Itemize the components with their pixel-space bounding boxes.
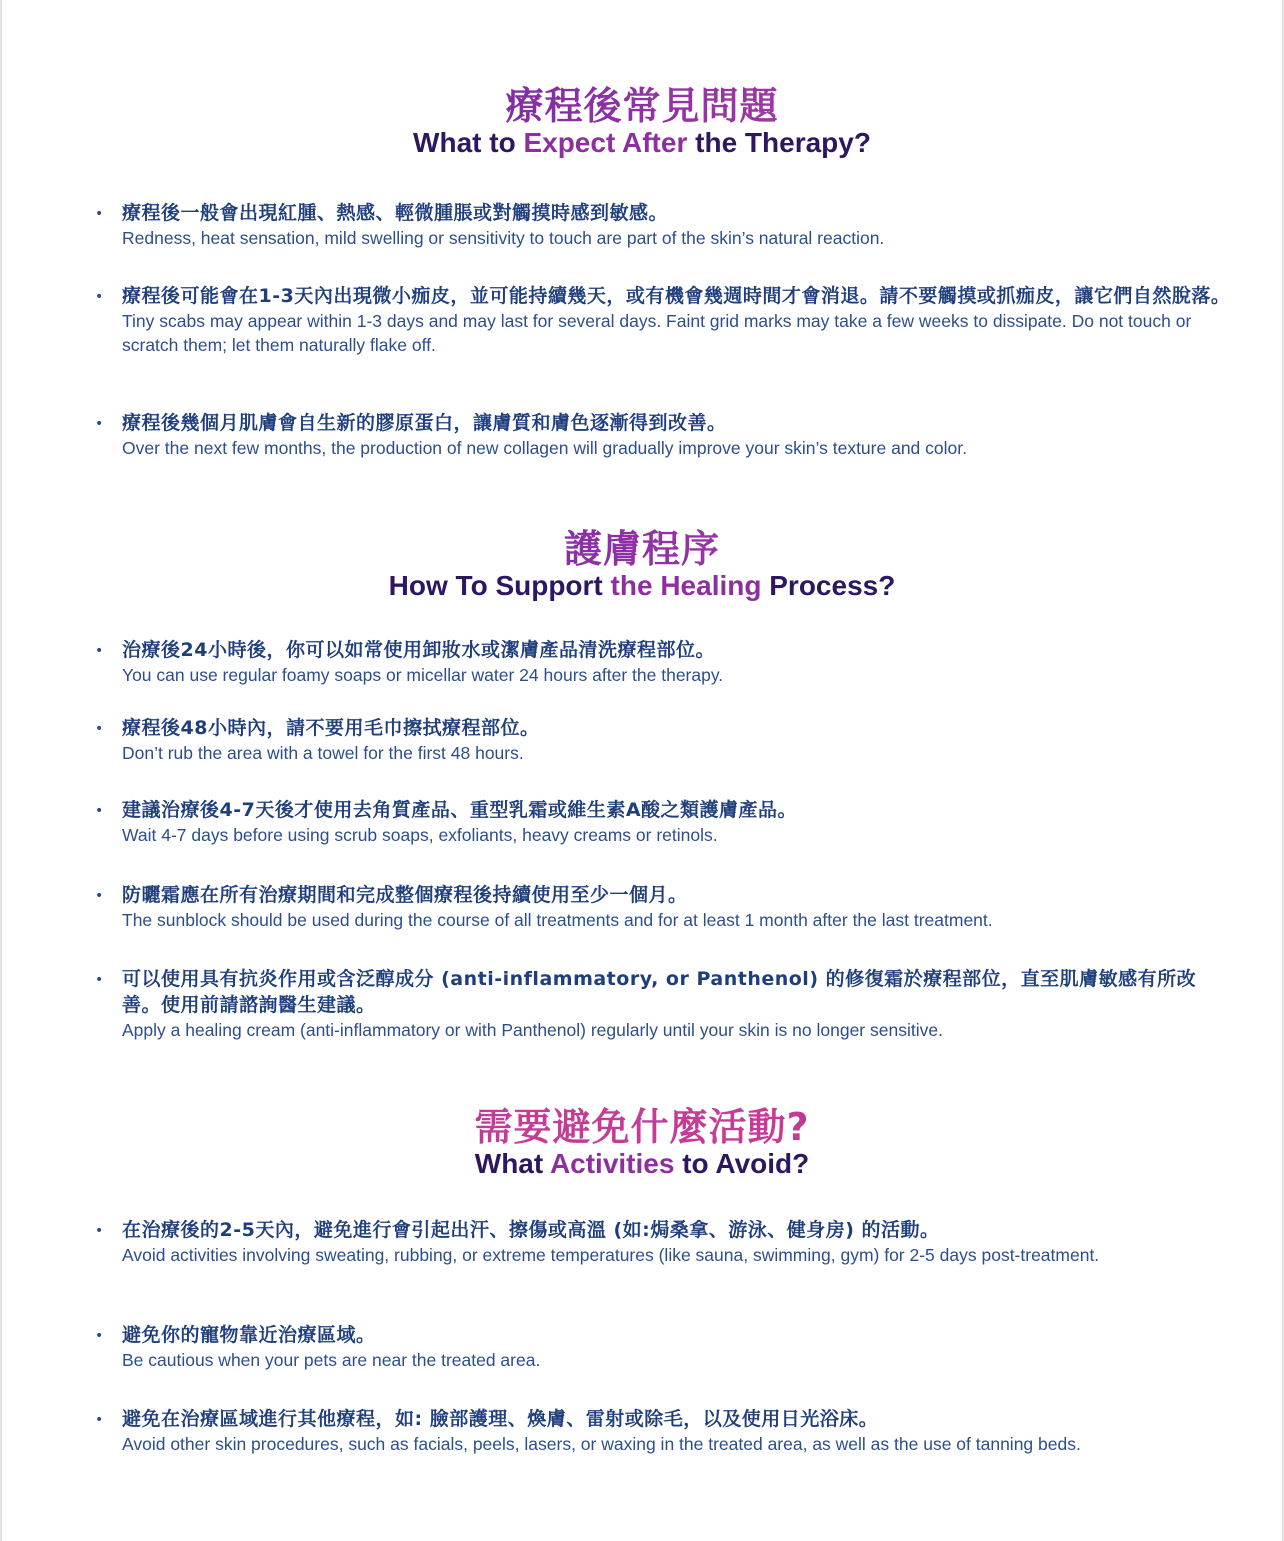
item-text-zh: 在治療後的2-5天內，避免進行會引起出汗、擦傷或高溫 (如:焗桑拿、游泳、健身房) 的活動。 [122, 1219, 940, 1241]
item-text-zh: 療程後48小時內，請不要用毛巾擦拭療程部位。 [122, 717, 540, 739]
bullet-icon: • [95, 1328, 104, 1344]
item-text-en: You can use regular foamy soaps or micellar water 24 hours after the therapy. [122, 665, 724, 685]
bullet-icon: • [95, 888, 104, 904]
section-title-zh: 需要避免什麼活動? [0, 1105, 1284, 1149]
item-text-zh: 建議治療後4-7天後才使用去角質產品、重型乳霜或維生素A酸之類護膚產品。 [122, 799, 798, 821]
bullet-icon: • [95, 972, 104, 988]
item-text-en: Don’t rub the area with a towel for the first 48 hours. [122, 743, 524, 763]
bullet-icon: • [95, 1223, 104, 1239]
bullet-icon: • [95, 289, 104, 305]
bullet-icon: • [95, 1412, 104, 1428]
item-text-en: Tiny scabs may appear within 1-3 days and may last for several days. Faint grid marks may take a few weeks to dissipate. Do not touch or scratch them; let them naturally flake off. [122, 311, 1192, 355]
item-text-zh: 治療後24小時後，你可以如常使用卸妝水或潔膚產品清洗療程部位。 [122, 639, 715, 661]
item-text-en: Apply a healing cream (anti-inflammatory or with Panthenol) regularly until your skin is no longer sensitive. [122, 1020, 943, 1040]
item-text-en: The sunblock should be used during the course of all treatments and for at least 1 month after the last treatment. [122, 910, 993, 930]
bullet-icon: • [95, 721, 104, 737]
item-text-zh: 療程後幾個月肌膚會自生新的膠原蛋白，讓膚質和膚色逐漸得到改善。 [122, 412, 727, 434]
section-title-zh: 護膚程序 [0, 527, 1284, 571]
section-title-en: What to Expect After the Therapy? [413, 127, 871, 158]
item-text-zh: 避免你的寵物靠近治療區域。 [122, 1324, 376, 1346]
item-text-zh: 防曬霜應在所有治療期間和完成整個療程後持續使用至少一個月。 [122, 884, 688, 906]
item-text-en: Avoid other skin procedures, such as facials, peels, lasers, or waxing in the treated area, as well as the use of tanning beds. [122, 1434, 1081, 1454]
bullet-icon: • [95, 643, 104, 659]
bullet-icon: • [95, 803, 104, 819]
section-title-zh: 療程後常見問題 [0, 84, 1284, 128]
page-edge-left [0, 0, 2, 1541]
item-text-en: Redness, heat sensation, mild swelling or sensitivity to touch are part of the skin’s natural reaction. [122, 228, 885, 248]
section-what-to-expect [0, 84, 1284, 160]
item-text-en: Be cautious when your pets are near the treated area. [122, 1350, 541, 1370]
item-text-zh: 可以使用具有抗炎作用或含泛醇成分 (anti-inflammatory, or Panthenol) 的修復霜於療程部位，直至肌膚敏感有所改善。使用前請諮詢醫生建議。 [122, 968, 1197, 1016]
section-title-en: How To Support the Healing Process? [388, 570, 896, 601]
bullet-icon: • [95, 206, 104, 222]
item-text-en: Over the next few months, the production of new collagen will gradually improve your skin’s texture and color. [122, 438, 967, 458]
item-text-zh: 療程後可能會在1-3天內出現微小痂皮，並可能持續幾天，或有機會幾週時間才會消退。請不要觸摸或抓痂皮，讓它們自然脫落。 [122, 285, 1231, 307]
item-text-zh: 療程後一般會出現紅腫、熱感、輕微腫脹或對觸摸時感到敏感。 [122, 202, 669, 224]
item-text-en: Avoid activities involving sweating, rubbing, or extreme temperatures (like sauna, swimming, gym) for 2-5 days post-treatment. [122, 1245, 1100, 1265]
section-activities-to-avoid [0, 1105, 1284, 1181]
section-title-en: What Activities to Avoid? [474, 1148, 810, 1179]
section-healing-process [0, 527, 1284, 603]
bullet-icon: • [95, 416, 104, 432]
item-text-en: Wait 4-7 days before using scrub soaps, exfoliants, heavy creams or retinols. [122, 825, 718, 845]
item-text-zh: 避免在治療區域進行其他療程，如: 臉部護理、煥膚、雷射或除毛，以及使用日光浴床。 [122, 1408, 879, 1430]
